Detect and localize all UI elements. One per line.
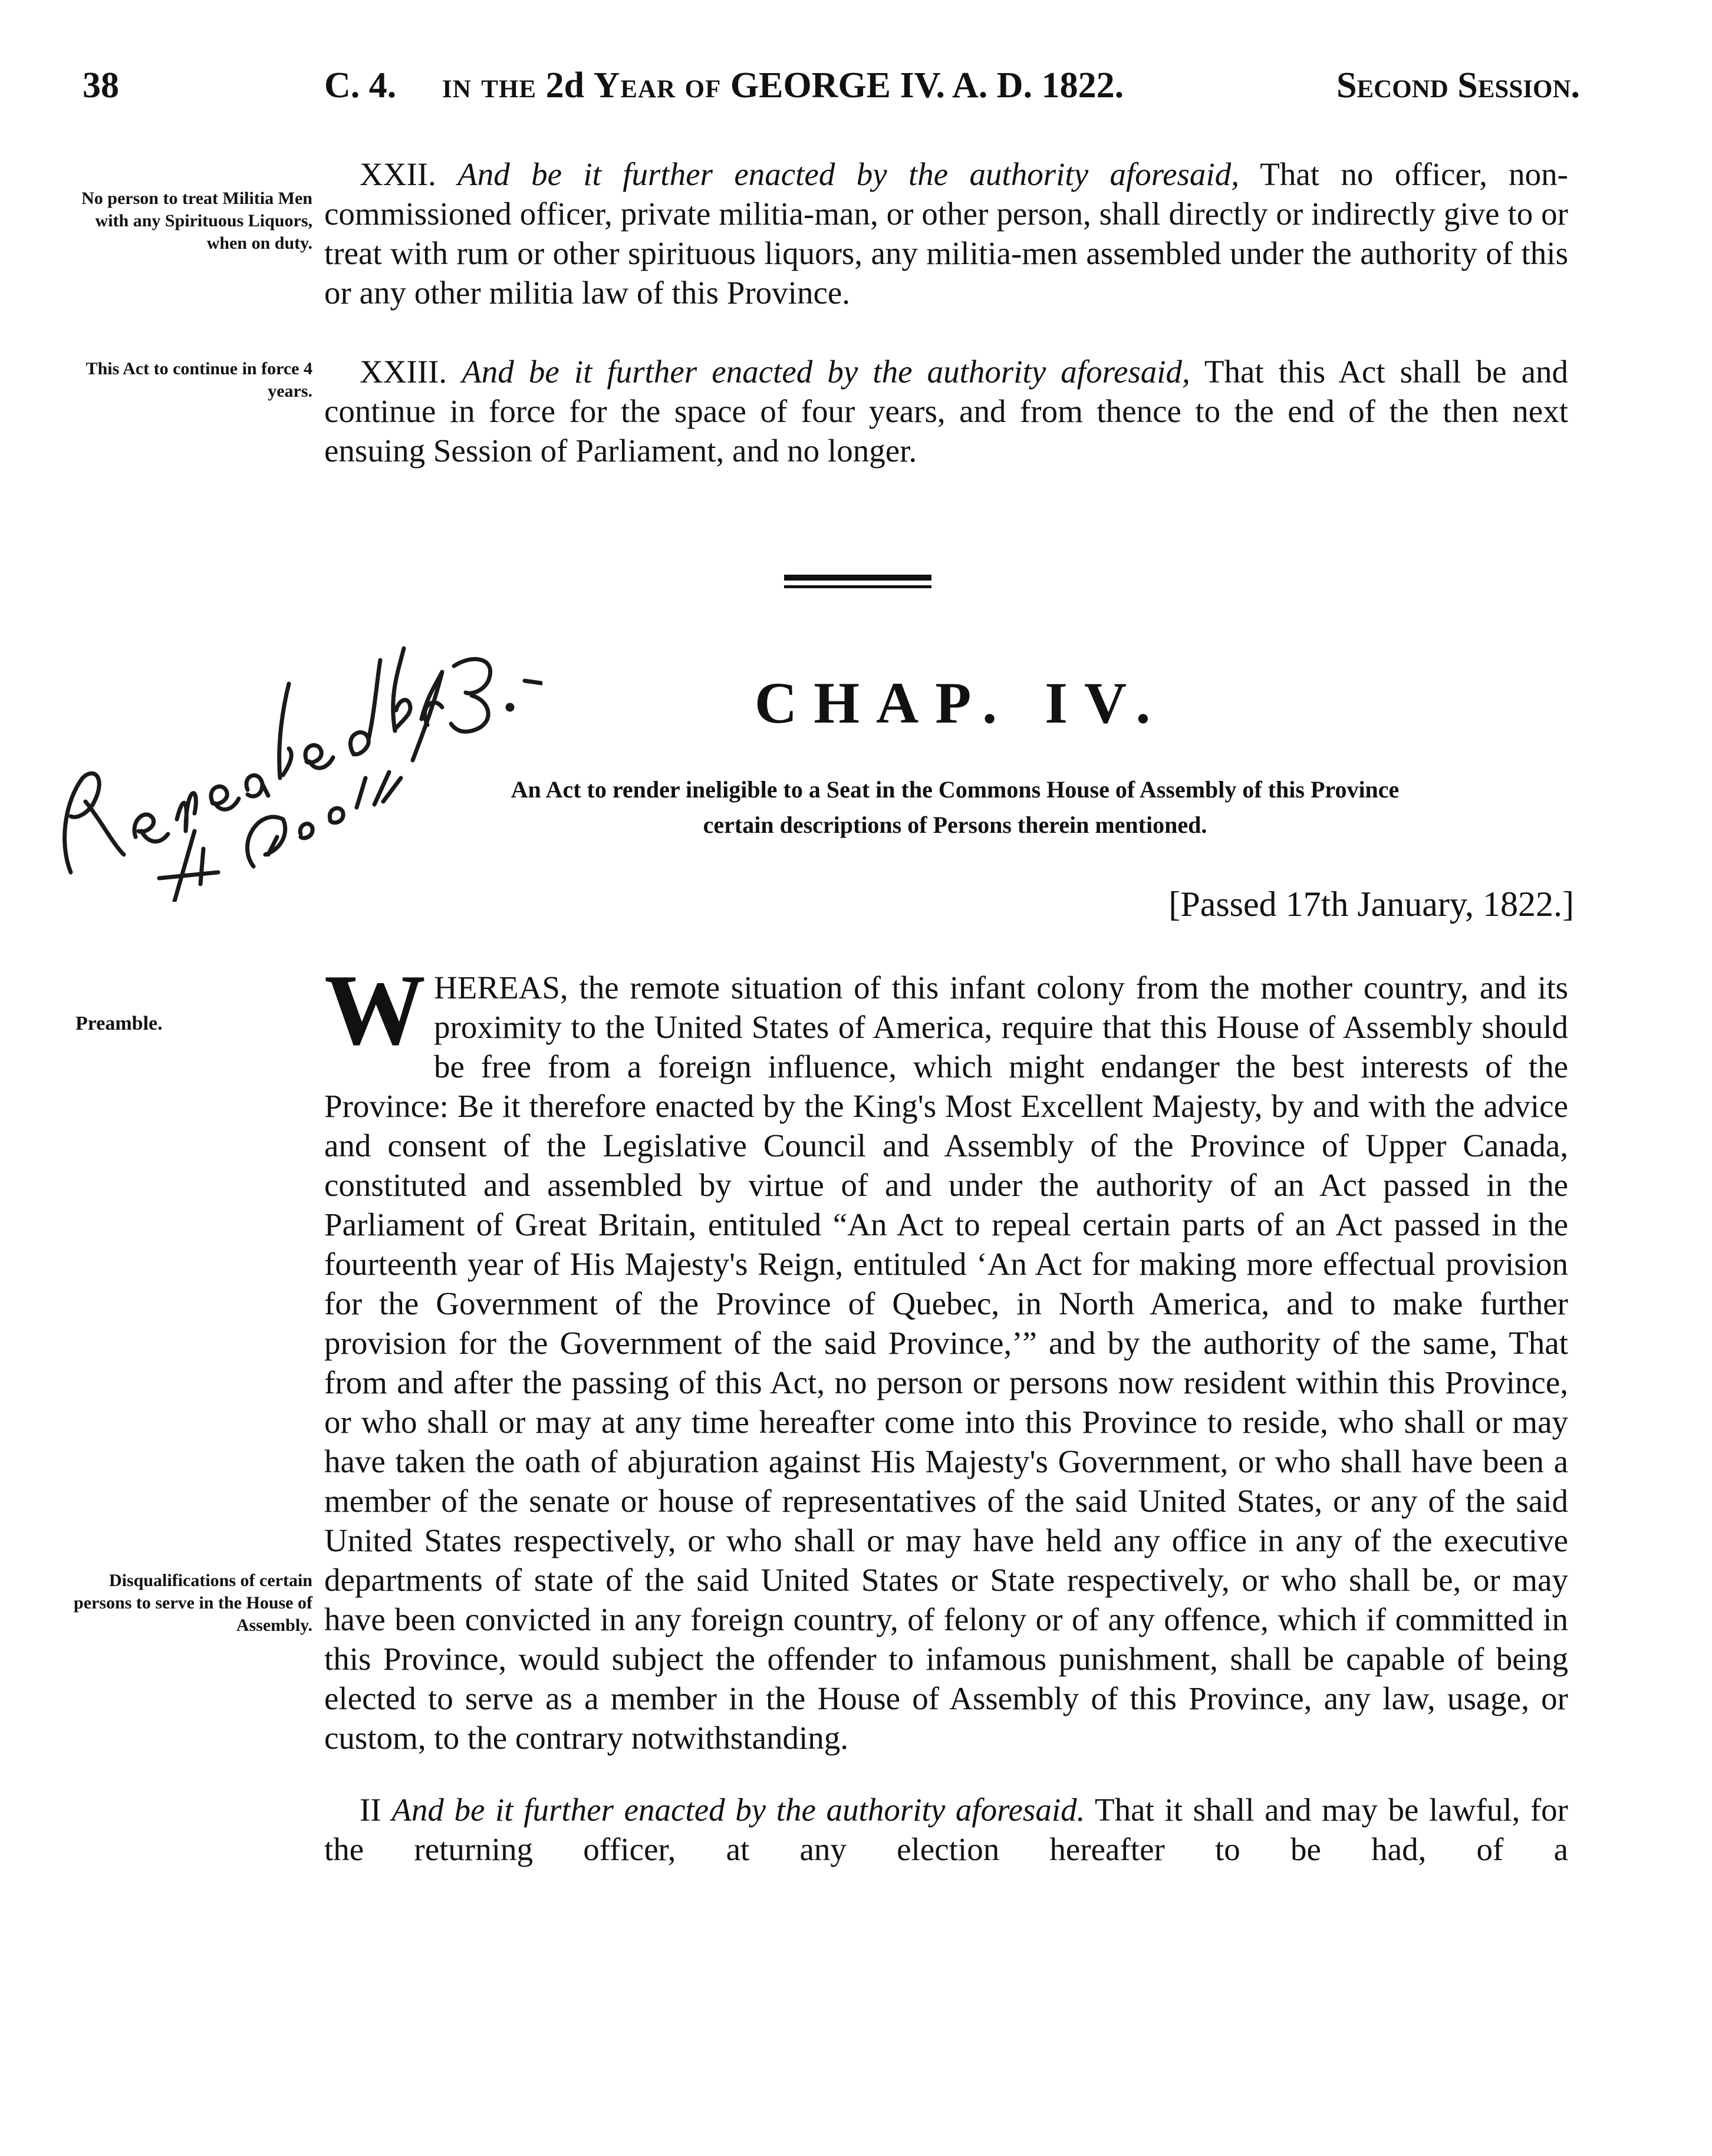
chapter-short-title bbox=[330, 772, 1580, 843]
year-prefix: in the bbox=[442, 65, 537, 106]
double-rule-top bbox=[784, 575, 931, 581]
enacting-clause: And be it further enacted by the authority aforesaid. bbox=[391, 1792, 1085, 1828]
section-text: That it shall and may be lawful, for the returning officer, at any election hereafter to be had, of a bbox=[324, 1792, 1569, 1867]
running-header bbox=[65, 65, 1586, 112]
year-ordinal: 2d bbox=[545, 65, 585, 106]
chapter-reference: C. 4. bbox=[324, 65, 397, 106]
preamble-text: HEREAS, the remote situation of this infant colony from the mother country, and its proximity to the United States of America, require that this House of Assembly should be free from a foreign influence, which might endanger the best interests of the Province: Be it therefore enacted by the King's Most Excellent Majesty, by and with the advice and consent of the Legislative Council and Assembly of the Province of Upper Canada, constituted and assembled by virtue of and under the authority of an Act passed in the Parliament of Great Britain, entituled “An Act to repeal certain parts of an Act passed in the fourteenth year of His Majesty's Reign, entituled ‘An Act for making more effectual provision for the Government of the Province of Quebec, in North America, and to make further provision for the Government of the said Province,’” and by the authority of the same, That from and after the passing of this Act, no person or persons now resident within this Province, or who shall or may at any time hereafter come into this Province to reside, who shall or may have taken the oath of abjuration against His Majesty's Government, or who shall have been a member of the senate or house of representatives of the said United States, or any of the said United States respectively, or who shall or may have held any office in any of the executive departments of state of the said United States or State respectively, or who shall be, or may have been convicted in any foreign country, of felony or of any offence, which if committed in this Province, would subject the offender to infamous punishment, shall be capable of being elected to serve as a member in the House of Assembly of this Province, any law, usage, or custom, to the contrary notwithstanding. bbox=[324, 970, 1568, 1756]
year-word: Year bbox=[593, 65, 676, 106]
handwritten-repeal-note bbox=[35, 607, 542, 902]
section-text: That this Act shall be and continue in force for the space of four years, and from thence to the end of the then next ensuing Session of Parliament, and no longer. bbox=[324, 354, 1568, 469]
passed-date: [Passed 17th January, 1822.] bbox=[1168, 885, 1574, 924]
preamble-body bbox=[324, 954, 1569, 1901]
section-text: That no officer, non-commissioned officer, private militia-man, or other person, shall directly or indirectly give to or treat with rum or other spirituous liquors, any militia-men assembled under the authority of this or any other militia law of this Province. bbox=[324, 156, 1569, 311]
short-title-line-1: An Act to render ineligible to a Seat in the Commons House of Assembly of this Province bbox=[511, 776, 1400, 803]
reign-and-date: GEORGE IV. A. D. 1822. bbox=[730, 65, 1124, 106]
enacting-clause: And be it further enacted by the authority aforesaid, bbox=[457, 156, 1239, 192]
section-number: II bbox=[360, 1792, 381, 1828]
margin-note-disqualifications: Disqualifications of certain persons to serve in the House of Assembly. bbox=[74, 1571, 312, 1635]
section-xxiii bbox=[324, 352, 1568, 470]
margin-note-duration: This Act to continue in force 4 years. bbox=[85, 359, 312, 401]
session-label: Second Session. bbox=[1336, 65, 1580, 106]
of-word: of bbox=[684, 65, 722, 106]
margin-note-militia-liquor: No person to treat Militia Men with any Spirituous Liquors, when on duty. bbox=[81, 189, 312, 253]
regnal-year bbox=[442, 65, 1124, 107]
section-number: XXIII. bbox=[360, 354, 447, 390]
double-rule-bottom bbox=[784, 585, 931, 588]
short-title-line-2: certain descriptions of Persons therein mentioned. bbox=[703, 812, 1207, 838]
section-xxii bbox=[324, 154, 1568, 312]
enacting-clause: And be it further enacted by the authority aforesaid, bbox=[462, 354, 1190, 390]
page-number: 38 bbox=[83, 65, 119, 106]
drop-capital: W bbox=[324, 954, 426, 1066]
margin-note-preamble: Preamble. bbox=[75, 1013, 163, 1034]
section-number: XXII. bbox=[360, 156, 436, 192]
section-ii bbox=[324, 1790, 1568, 1869]
chapter-title: CHAP. IV. bbox=[755, 670, 1167, 736]
